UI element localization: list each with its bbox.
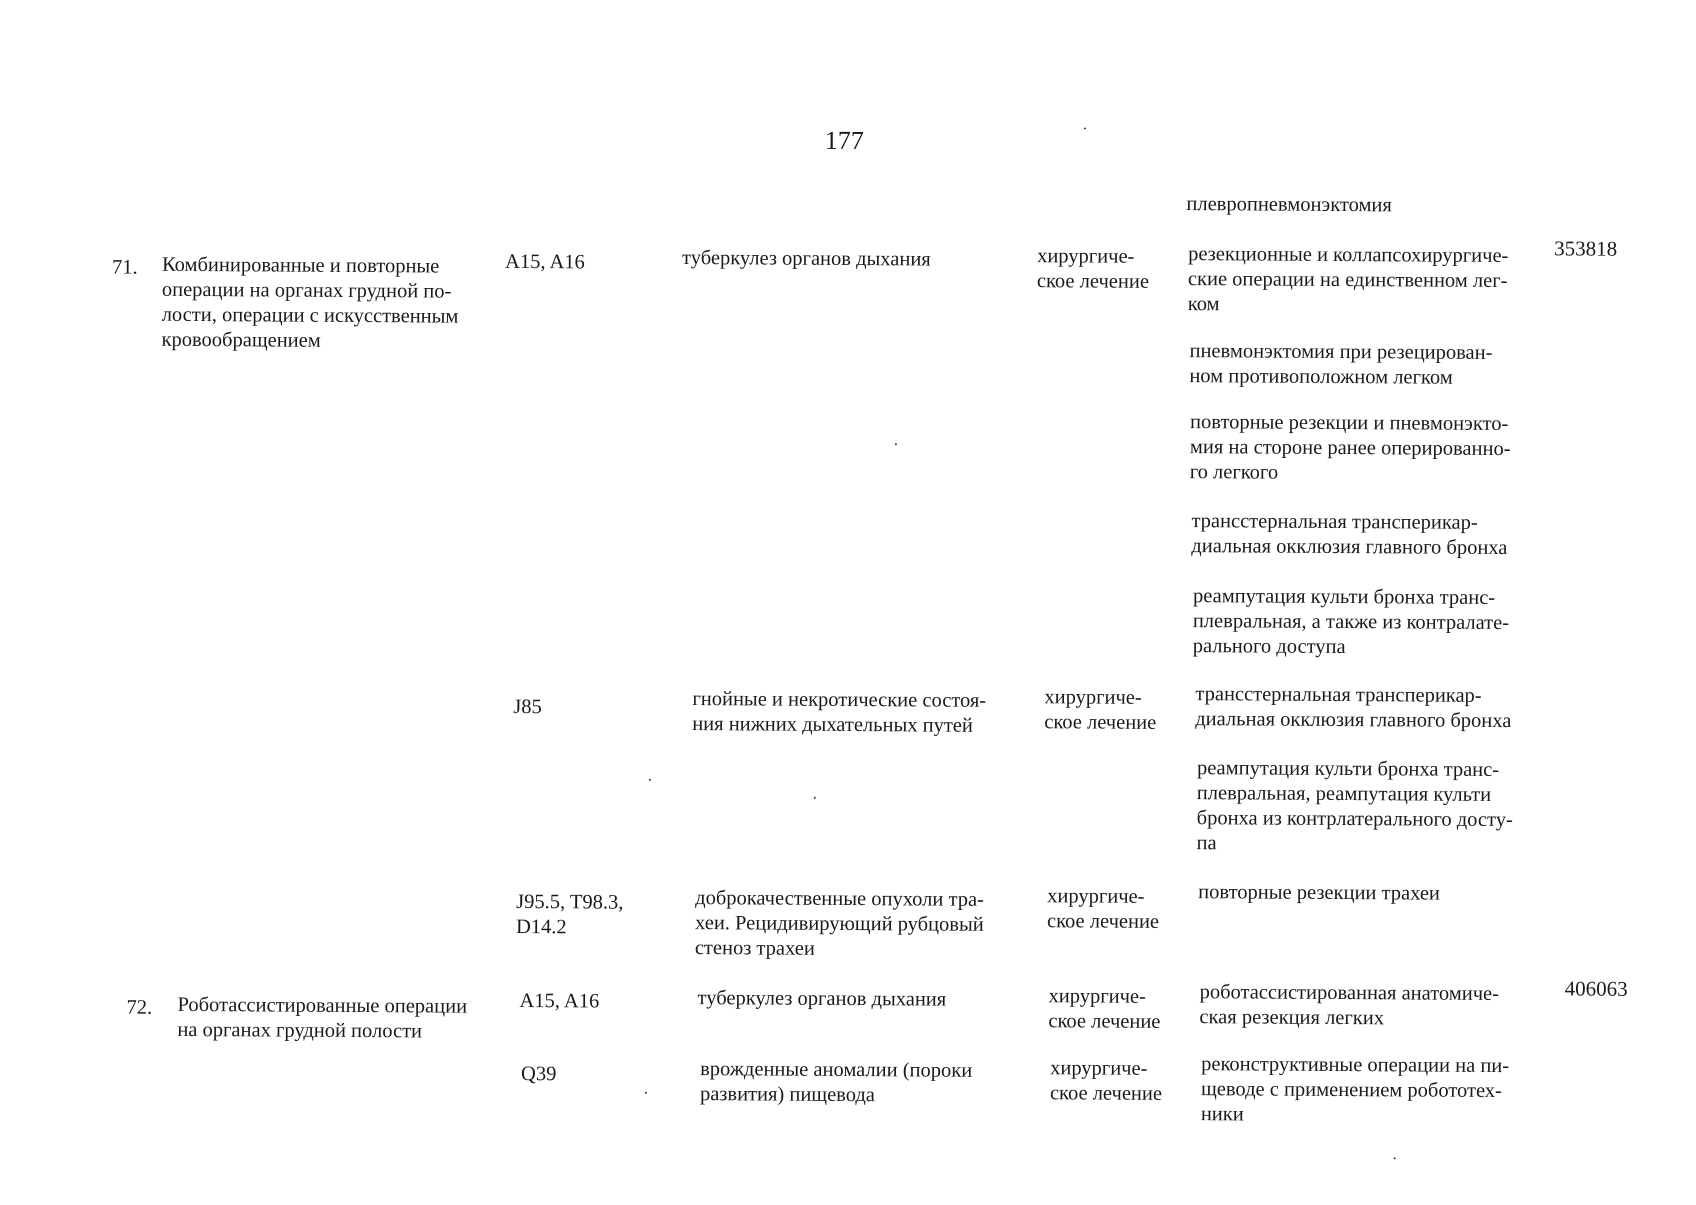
treatment-method: резекционные и коллапсохирургиче- ские операции на единственном лег- ком: [1187, 243, 1509, 316]
scan-speck: [649, 779, 651, 781]
treatment-method: трансстернальная трансперикар- диальная окклюзия главного бронха: [1195, 683, 1512, 733]
treatment-type: хирургиче- ское лечение: [1048, 985, 1161, 1033]
tariff-value: 406063: [1564, 976, 1628, 1001]
treatment-method: реконструктивные операции на пи- щеводе с применением робототех- ники: [1200, 1053, 1510, 1126]
treatment-method: реампутация культи бронха транс- плевральная, реампутация культи бронха из контрлатерального досту- па: [1196, 757, 1513, 855]
row-number: 71.: [111, 256, 138, 279]
scan-speck: [814, 797, 816, 799]
method-continuation: плевропневмонэктомия: [1186, 193, 1392, 217]
diagnosis-code: A15, A16: [519, 990, 600, 1013]
diagnosis-code: A15, A16: [504, 250, 585, 274]
patient-model: гнойные и некротические состоя- ния нижних дыхательных путей: [692, 688, 987, 737]
treatment-method: повторные резекции трахеи: [1198, 881, 1441, 905]
scan-speck: [895, 443, 897, 445]
page-number: 177: [824, 125, 864, 156]
tariff-value: 353818: [1554, 236, 1618, 261]
scan-speck: [645, 1092, 647, 1094]
scan-speck: [1084, 127, 1086, 129]
treatment-method: пневмонэктомия при резецирован- ном противоположном легком: [1189, 340, 1493, 389]
treatment-method: трансстернальная трансперикар- диальная окклюзия главного бронха: [1191, 510, 1508, 560]
patient-model: туберкулез органов дыхания: [697, 987, 947, 1011]
treatment-method: роботассистированная анатомиче- ская резекция легких: [1199, 981, 1500, 1030]
scan-speck: [1394, 1157, 1396, 1159]
diagnosis-code: J95.5, T98.3, D14.2: [515, 890, 624, 939]
row-number: 72.: [126, 996, 153, 1019]
diagnosis-code: J85: [513, 695, 542, 719]
treatment-method: повторные резекции и пневмонэкто- мия на стороне ранее оперированно- го легкого: [1189, 411, 1511, 484]
treatment-type: хирургиче- ское лечение: [1044, 686, 1157, 734]
treatment-type: хирургиче- ское лечение: [1036, 245, 1150, 293]
diagnosis-code: Q39: [521, 1063, 557, 1086]
treatment-type: хирургиче- ское лечение: [1046, 885, 1160, 933]
patient-model: туберкулез органов дыхания: [682, 246, 931, 271]
group-name: Роботассистированные операции на органах грудной полости: [177, 993, 468, 1043]
treatment-method: реампутация культи бронха транс- плевральная, а также из контралате- рального доступа: [1192, 585, 1510, 659]
patient-model: доброкачественные опухоли тра- хеи. Рецидивирующий рубцовый стеноз трахеи: [694, 887, 984, 960]
group-name: Комбинированные и повторные операции на органах грудной по- лости, операции с искусственным кровообращением: [161, 253, 459, 352]
patient-model: врожденные аномалии (пороки развития) пищевода: [699, 1058, 973, 1107]
treatment-type: хирургиче- ское лечение: [1049, 1057, 1163, 1105]
